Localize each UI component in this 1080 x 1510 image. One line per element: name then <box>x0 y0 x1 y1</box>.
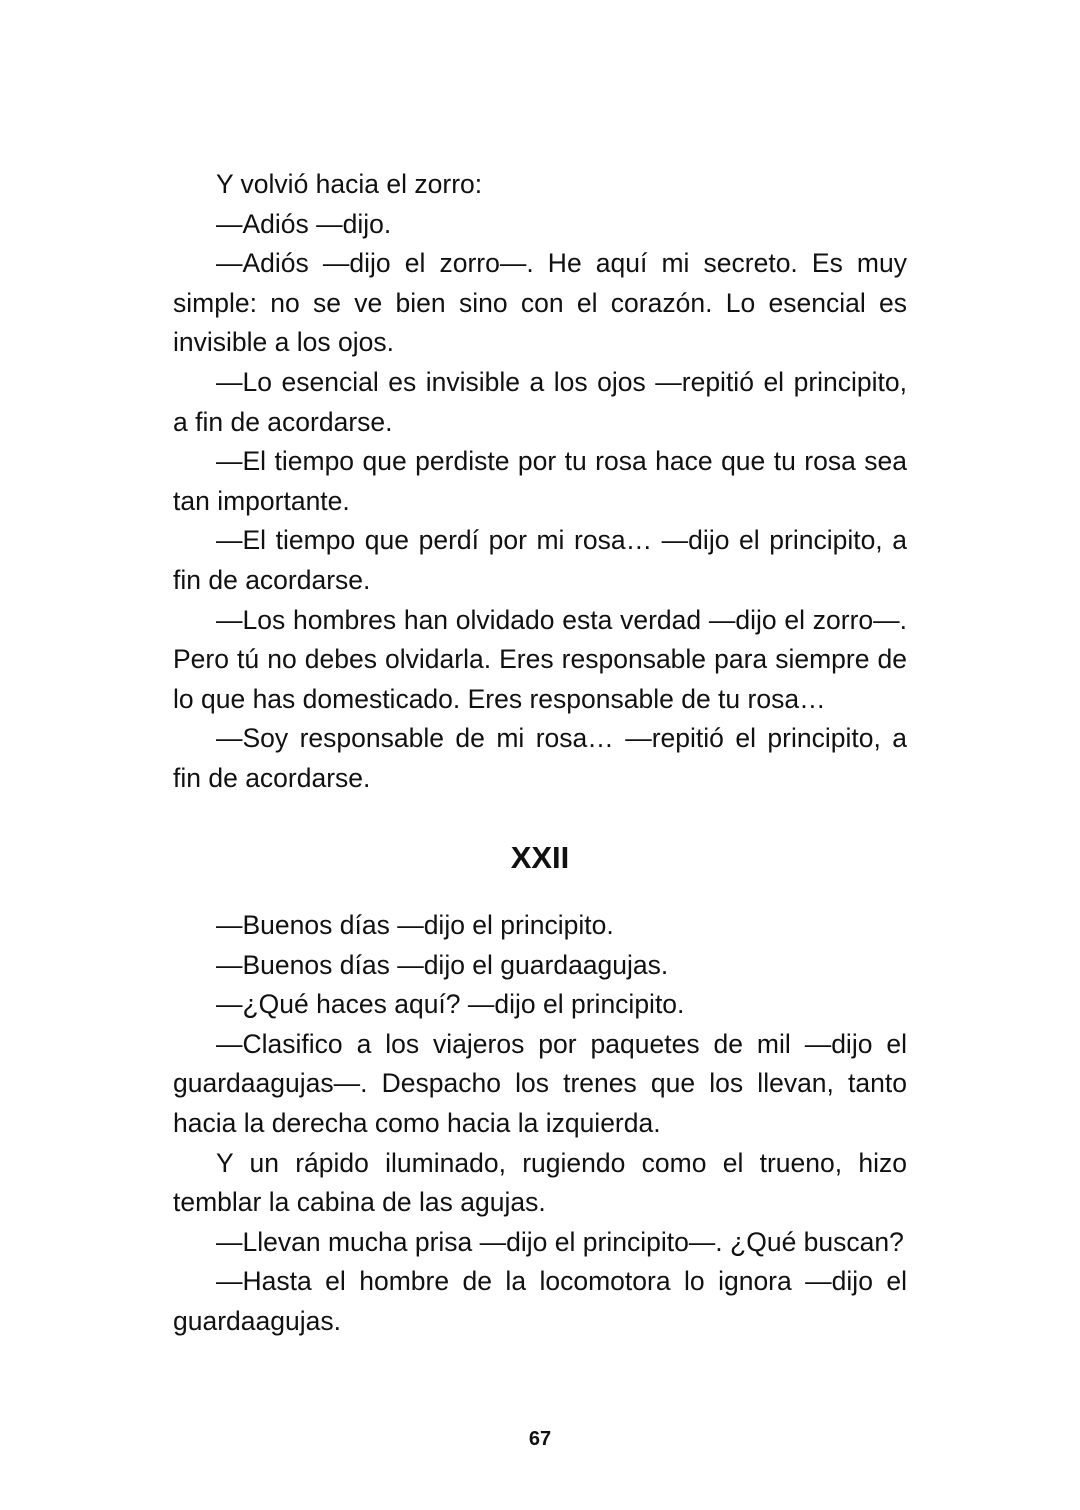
paragraph: —El tiempo que perdí por mi rosa… —dijo el principito, a fin de acordarse. <box>173 525 907 595</box>
paragraph: —El tiempo que perdiste por tu rosa hace que tu rosa sea tan importante. <box>173 446 907 516</box>
paragraph: —Buenos días —dijo el guardaagujas. <box>216 949 669 980</box>
paragraph: —Soy responsable de mi rosa… —repitió el principito, a fin de acordarse. <box>173 723 907 793</box>
paragraph: —Clasifico a los viajeros por paquetes de mil —dijo el guardaagujas—. Despacho los trenes que los llevan, tanto hacia la derecha como hacia la izquierda. <box>173 1028 907 1138</box>
paragraph: —¿Qué haces aquí? —dijo el principito. <box>216 989 685 1020</box>
paragraph: —Los hombres han olvidado esta verdad —dijo el zorro—. Pero tú no debes olvidarla. Eres responsable para siempre de lo que has domesticado. Eres responsable de tu rosa… <box>173 604 907 714</box>
chapter-xxii-body <box>173 906 907 1342</box>
chapter-xxi-ending <box>173 165 907 799</box>
paragraph: —Hasta el hombre de la locomotora lo ignora —dijo el guardaagujas. <box>173 1266 907 1336</box>
page-number: 67 <box>528 1428 552 1450</box>
paragraph: —Adiós —dijo. <box>216 208 392 239</box>
paragraph: —Buenos días —dijo el principito. <box>216 910 614 940</box>
paragraph: Y volvió hacia el zorro: <box>216 169 483 199</box>
paragraph: —Llevan mucha prisa —dijo el principito—. ¿Qué buscan? <box>216 1226 904 1257</box>
paragraph: —Lo esencial es invisible a los ojos —repitió el principito, a fin de acordarse. <box>173 366 907 437</box>
paragraph: Y un rápido iluminado, rugiendo como el trueno, hizo temblar la cabina de las agujas. <box>173 1147 907 1218</box>
paragraph: —Adiós —dijo el zorro—. He aquí mi secreto. Es muy simple: no se ve bien sino con el corazón. Lo esencial es invisible a los ojos. <box>173 248 907 358</box>
chapter-heading: XXII <box>510 840 570 875</box>
